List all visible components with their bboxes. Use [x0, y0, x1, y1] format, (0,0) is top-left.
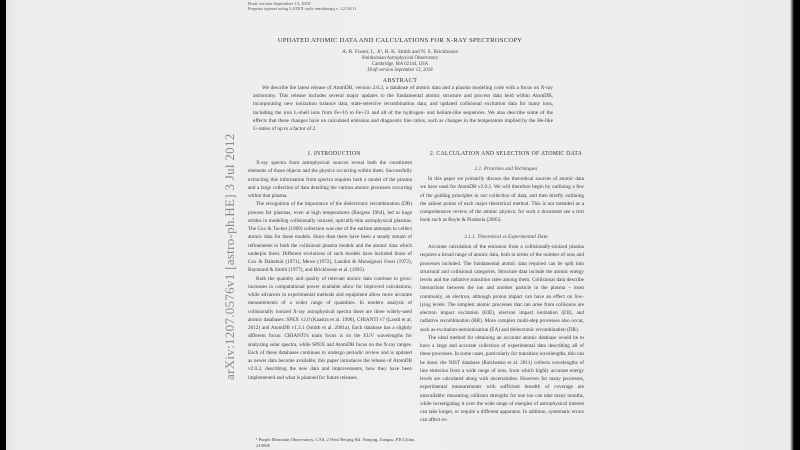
paragraph: In this paper we primarily discuss the theoretical sources of atomic data we have used for AtomDB v2.0.2. We will therefore begin by outlining a few of the guiding principles in our collection of data, and then briefly outlining the salient points of each major theoretical method. This is not intended as a comprehensive review of the atomic physics; for such a document see a text book such as Boyle & Pindzola (2005). [420, 176, 584, 224]
preprint-note: Preprint typeset using LATEX style emulateapj v. 12/16/11 [248, 6, 357, 11]
paper-title: UPDATED ATOMIC DATA AND CALCULATIONS FOR X-RAY SPECTROSCOPY [277, 37, 523, 44]
priorities-column [420, 175, 584, 225]
abstract-heading: ABSTRACT [382, 78, 418, 84]
abstract-text: We describe the latest release of AtomDB, version 2.0.2, a database of atomic data and a plasma modeling code with a focus on X-ray astronomy. This release includes several major updates to the fundamental atomic structure and process data held within AtomDB, incorporating new ionization balance data, state-selective recombination data, and updated collisional excitation data for many ions, including the iron L-shell ions from Fe+16 to Fe+23 and all of the hydrogen- and helium-like sequences. We also describe some of the effects that these changes have on calculated emission and diagnostic line ratios, such as changes in the temperature implied by the He-like G-ratios of up to a factor of 2. [253, 85, 553, 133]
footnote: ¹ Purple Mountain Observatory, CAS, 2 West Beijing Rd. Nanjing, Jiangsu, P.R.China, 210008 [256, 437, 416, 448]
introduction-column [248, 159, 412, 382]
draft-date: Draft version September 13, 2018 [367, 68, 433, 73]
section-heading-introduction: 1. INTRODUCTION [307, 151, 361, 157]
affiliation-address: Cambridge, MA 02144, USA [371, 62, 429, 67]
author-list: A. R. Foster, L. Ji¹, R. K. Smith and N. S. Brickhouse [342, 49, 458, 55]
paragraph: The recognition of the importance of the dielectronic recombination (DR) process for plasmas, even at high temperatures (Burgess 1964), led to huge strides in modeling collisionally ionized, optically-thin astrophysical plasmas. The Cox & Tucker (1969) collection was one of the earliest attempts to collect atomic data for these models. Since then there have been a steady stream of refinements to both the collisional plasma models and the atomic data which underpin them. Different evolutions of such models have included those of Cox & Daltabuit (1971), Mewe (1972), Landini & Monsignori Fossi (1972), Raymond & Smith (1977), and Brickhouse et al. (1995). [248, 201, 412, 274]
affiliation: Smithsonian Astrophysical Observatory [361, 56, 439, 61]
paragraph: X-ray spectra from astrophysical sources reveal both the constituent elements of those objects and the physics occurring within them. Successfully extracting this information from spectra requires both a model of the plasma and a large collection of data detailing the various atomic processes occurring within that plasma. [248, 160, 412, 199]
running-header: Draft version September 13, 2018 [248, 1, 311, 6]
arxiv-identifier: arXiv:1207.0576v1 [astro-ph.HE] 3 Jul 2012 [222, 133, 237, 380]
subsubsection-heading: 2.1.1. Theoretical vs Experimental Data [464, 234, 548, 240]
subsection-heading: 2.1. Priorities and Techniques [474, 166, 538, 172]
paragraph: The ideal method for obtaining an accurate atomic database would be to have a large and accurate collection of experimental data describing all of these processes. In some cases, particularly for transition wavelengths, this can be done: the NIST database (Ralchenko et al. 2011) collects wavelengths of line emission from a wide range of ions, from which highly accurate energy levels are calculated along with uncertainties. However for many processes, experimental measurements with sufficient breadth of coverage are unavailable: measuring collision strengths for one ion can take many months, while investigating it over the wide range of energies of astrophysical interest can take longer, or require a different apparatus. In addition, systematic errors can affect ex- [420, 334, 584, 424]
paragraph: Accurate calculation of the emission from a collisionally-ionized plasma requires a broad range of atomic data, both in terms of the number of ions and processes included. The fundamental atomic data required can be split into structural and collisional categories. Structure data include the atomic energy levels and the radiative transition rates among them. Collisional data describe interactions between the ion and another particle in the plasma – most commonly, an electron, although proton impact can have an effect on low-lying levels. The simplest atomic processes that can arise from collisions are electron impact excitation (EIE), electron impact ionization (EII), and radiative recombination (RR). More complex multi-step processes also occur, such as excitation-autoionization (EA) and dielectronic recombination (DR). [420, 244, 584, 333]
theory-experiment-column [420, 243, 584, 425]
section-heading-calculation: 2. CALCULATION AND SELECTION OF ATOMIC DATA [429, 151, 583, 157]
paragraph: Both the quantity and quality of relevant atomic data continue to grow: increases in computational power available allow for improved calculations, while advances in experimental methods and equipment allow more accurate measurements of a wider range of quantities. In modern analysis of collisionally ionized X-ray astrophysical spectra there are three widely-used atomic databases: SPEX v2.0 (Kaastra et al. 1996), CHIANTI v7 (Landi et al. 2012) and AtomDB v1.3.1 (Smith et al. 2001a). Each database has a slightly different focus: CHIANTI's main focus is on the EUV wavelengths for analyzing solar spectra, while SPEX and AtomDB focus on the X-ray ranges. Each of these databases continues to undergo periodic review and is updated as newer data become available; this paper introduces the release of AtomDB v2.0.2, describing the new data and improvements, how they have been implemented and what is planned for future releases. [248, 275, 412, 381]
